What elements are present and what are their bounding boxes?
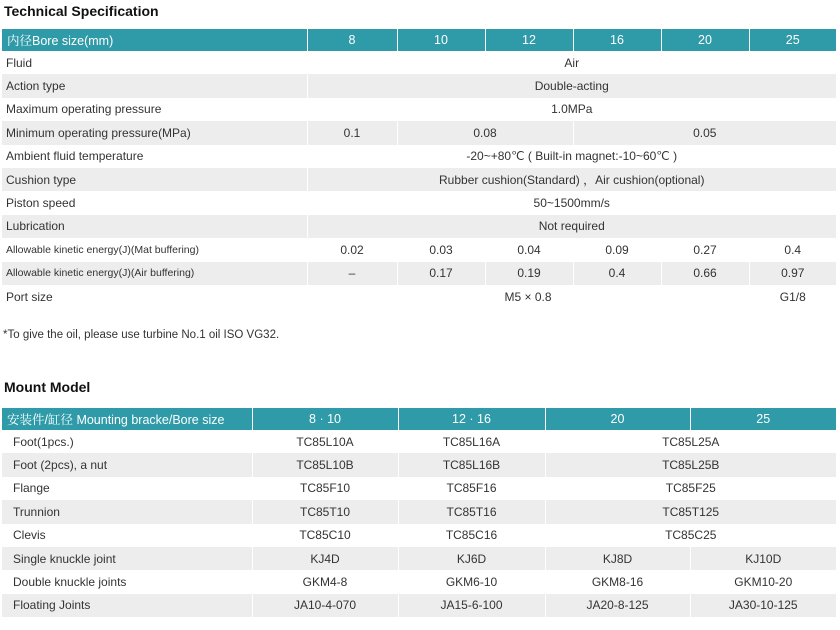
- cell: GKM10-20: [734, 575, 793, 590]
- row-label: Single knuckle joint: [2, 547, 252, 570]
- kinetic-air-row: [2, 262, 836, 285]
- foot-2pcs-row: [2, 453, 836, 476]
- floating-joints-row: [2, 594, 836, 617]
- row-label: Foot(1pcs.): [2, 430, 252, 453]
- row-label: Foot (2pcs), a nut: [2, 453, 252, 476]
- tech-spec-table: [2, 29, 836, 308]
- max-pressure-row: [2, 98, 836, 121]
- row-label: Flange: [2, 477, 252, 500]
- cell: 0.04: [485, 238, 573, 261]
- cell: TC85F10: [252, 477, 398, 500]
- row-label: Floating Joints: [2, 594, 252, 617]
- cell: TC85F25: [665, 481, 716, 496]
- action-type-row: [2, 74, 836, 97]
- bore-12-16-header: 12 · 16: [398, 408, 545, 430]
- row-label: Maximum operating pressure: [2, 98, 307, 121]
- cell: KJ6D: [398, 547, 545, 570]
- mount-header-row: [2, 408, 836, 430]
- cell: 0.09: [573, 238, 661, 261]
- cell: TC85L10A: [252, 430, 398, 453]
- cell: 0.02: [307, 238, 397, 261]
- cell: KJ4D: [252, 547, 398, 570]
- cell: GKM8-16: [545, 570, 690, 593]
- cell: TC85L25A: [662, 434, 720, 449]
- cell: KJ10D: [690, 547, 836, 570]
- mounting-bracket-header: 安装件/缸径 Mounting bracke/Bore size: [2, 408, 252, 430]
- cell: 0.03: [397, 238, 485, 261]
- cell: TC85L16A: [398, 430, 545, 453]
- piston-speed-row: [2, 191, 836, 214]
- lubrication-row: [2, 215, 836, 238]
- bore-25-header: 25: [749, 29, 836, 51]
- bore-25-header: 25: [690, 408, 836, 430]
- tech-header-row: [2, 29, 836, 51]
- cell: 0.4: [784, 242, 802, 257]
- row-label: Ambient fluid temperature: [2, 145, 307, 168]
- row-label: Action type: [2, 74, 307, 97]
- bore-20-header: 20: [661, 29, 749, 51]
- clevis-row: [2, 524, 836, 547]
- row-value: Not required: [307, 215, 836, 238]
- trunnion-row: [2, 500, 836, 523]
- cell: KJ8D: [545, 547, 690, 570]
- cell: TC85C25: [665, 528, 717, 543]
- min-pressure-row: [2, 121, 836, 144]
- bore-16-header: 16: [573, 29, 661, 51]
- cell: 0.27: [661, 238, 749, 261]
- cell: 0.4: [573, 262, 661, 285]
- foot-1pcs-row: [2, 430, 836, 453]
- row-label: Fluid: [2, 51, 307, 74]
- cell: TC85T16: [398, 500, 545, 523]
- cell: JA20-8-125: [545, 594, 690, 617]
- row-label: Trunnion: [2, 500, 252, 523]
- tech-spec-title: Technical Specification: [4, 3, 159, 19]
- cell: TC85T10: [252, 500, 398, 523]
- cell: TC85C10: [252, 524, 398, 547]
- row-label: Port size: [2, 285, 307, 308]
- cell: JA10-4-070: [252, 594, 398, 617]
- row-label: Lubrication: [2, 215, 307, 238]
- kinetic-mat-row: [2, 238, 836, 261]
- cell: TC85L16B: [398, 453, 545, 476]
- row-label: Clevis: [2, 524, 252, 547]
- bore-20-header: 20: [545, 408, 690, 430]
- row-label: Double knuckle joints: [2, 570, 252, 593]
- cell: GKM4-8: [252, 570, 398, 593]
- cell: 0.17: [397, 262, 485, 285]
- cell: 0.1: [307, 121, 397, 144]
- cell: JA30-10-125: [690, 594, 836, 617]
- cell: 0.66: [661, 262, 749, 285]
- cell: 0.08: [397, 121, 573, 144]
- cell: TC85F16: [398, 477, 545, 500]
- mount-model-table: [2, 408, 836, 617]
- cell: TC85C16: [398, 524, 545, 547]
- row-value: -20~+80℃ ( Built-in magnet:-10~60℃ ): [466, 149, 678, 164]
- port-size-row: [2, 285, 836, 308]
- row-label: Cushion type: [2, 168, 307, 191]
- cell: 0.97: [749, 262, 836, 285]
- row-value: 1.0MPa: [551, 102, 593, 117]
- cell: JA15-6-100: [398, 594, 545, 617]
- cell: –: [307, 262, 397, 285]
- bore-10-header: 10: [397, 29, 485, 51]
- row-value: Air: [564, 55, 580, 70]
- cell: M5 × 0.8: [307, 285, 749, 308]
- cell: TC85L25B: [545, 453, 836, 476]
- cell: GKM6-10: [398, 570, 545, 593]
- row-label: Minimum operating pressure(MPa): [2, 121, 307, 144]
- row-value: Double-acting: [307, 74, 836, 97]
- row-label: Allowable kinetic energy(J)(Mat buffering): [2, 238, 307, 261]
- cell: 0.05: [573, 121, 836, 144]
- cell: TC85L10B: [252, 453, 398, 476]
- bore-size-header: 内径Bore size(mm): [2, 29, 307, 51]
- row-label: Piston speed: [2, 191, 307, 214]
- oil-note: *To give the oil, please use turbine No.1 oil ISO VG32.: [3, 329, 280, 341]
- row-value: 50~1500mm/s: [533, 196, 610, 211]
- cell: TC85T125: [545, 500, 836, 523]
- mount-model-title: Mount Model: [4, 379, 91, 395]
- cell: 0.19: [485, 262, 573, 285]
- bore-12-header: 12: [485, 29, 573, 51]
- bore-8-header: 8: [307, 29, 397, 51]
- ambient-temp-row: [2, 145, 836, 168]
- row-value: Rubber cushion(Standard) ，Air cushion(optional): [307, 168, 836, 191]
- double-knuckle-row: [2, 570, 836, 593]
- cell: G1/8: [779, 289, 806, 304]
- cushion-type-row: [2, 168, 836, 191]
- fluid-row: [2, 51, 836, 74]
- row-label: Allowable kinetic energy(J)(Air buffering): [2, 262, 307, 285]
- bore-8-10-header: 8 · 10: [252, 408, 398, 430]
- flange-row: [2, 477, 836, 500]
- single-knuckle-row: [2, 547, 836, 570]
